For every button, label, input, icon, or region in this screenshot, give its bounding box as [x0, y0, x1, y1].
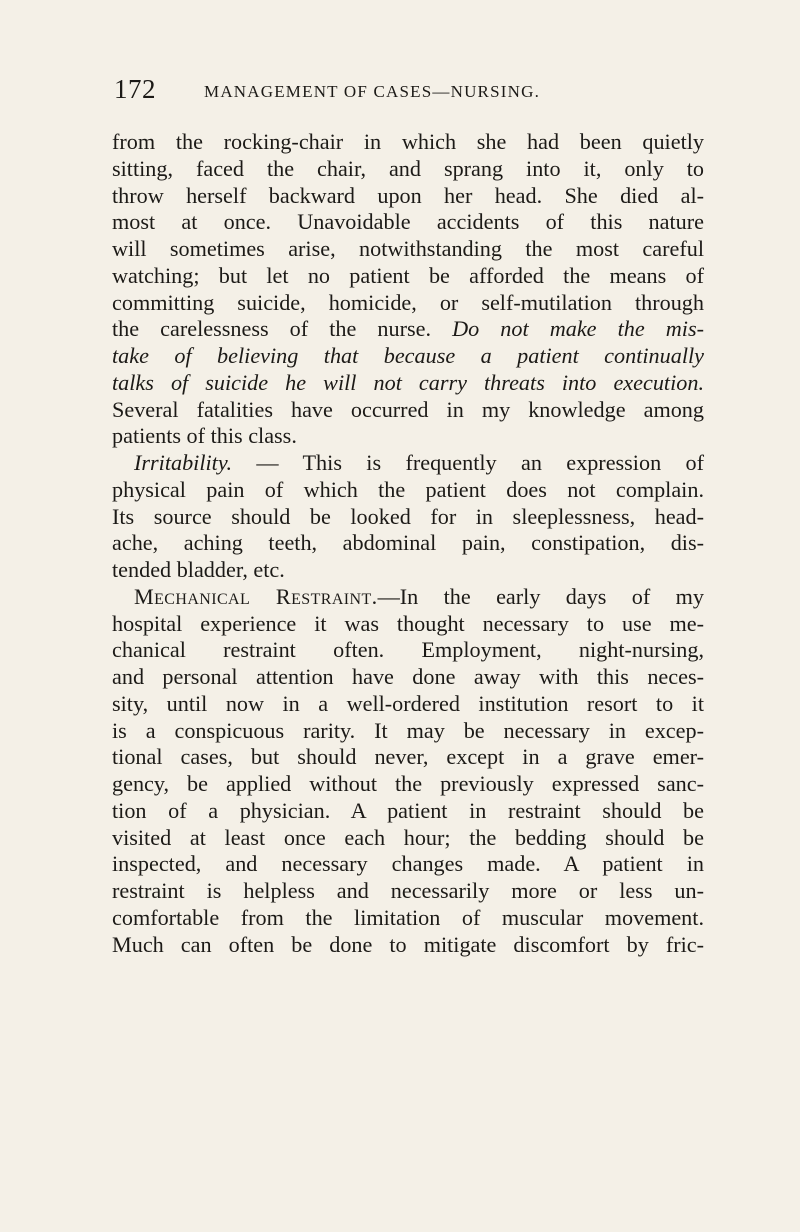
text-line: Much can often be done to mitigate discomfort by fric- [112, 931, 704, 957]
text-line: gency, be applied without the previously expressed sanc- [112, 771, 704, 796]
text-line: patients of this class. [112, 423, 297, 449]
text-line: is a conspicuous rarity. It may be necessary in excep- [112, 717, 704, 743]
text-line: tion of a physician. A patient in restraint should be [112, 797, 704, 823]
text-line: will sometimes arise, notwithstanding the most careful [112, 236, 704, 261]
text-line: comfortable from the limitation of muscular movement. [112, 904, 704, 930]
italic-line: take of believing that because a patient continually [112, 343, 704, 368]
text-line-mixed [112, 316, 704, 343]
italic-line: talks of suicide he will not carry threats into execution. [112, 369, 704, 395]
text-line: sitting, faced the chair, and sprang into it, only to [112, 155, 704, 181]
text-line: most at once. Unavoidable accidents of this nature [112, 209, 704, 235]
text-fragment: — This is frequently an expression of [232, 450, 704, 475]
text-line: ache, aching teeth, abdominal pain, constipation, dis- [112, 530, 704, 556]
running-head-title: MANAGEMENT OF CASES—NURSING. [204, 82, 541, 101]
text-line: hospital experience it was thought necessary to use me- [112, 610, 704, 636]
text-line: inspected, and necessary changes made. A patient in [112, 851, 704, 877]
text-line: throw herself backward upon her head. She died al- [112, 182, 704, 208]
text-line: watching; but let no patient be afforded the means of [112, 262, 704, 288]
text-line: from the rocking-chair in which she had been quietly [112, 129, 704, 154]
text-line: committing suicide, homicide, or self-mutilation through [112, 289, 704, 315]
text-line: and personal attention have done away with this neces- [112, 664, 704, 689]
text-line: Several fatalities have occurred in my knowledge among [112, 396, 704, 422]
body-text [112, 129, 704, 958]
paragraph-heading-line [112, 450, 704, 477]
paragraph-heading-line [112, 584, 704, 611]
text-fragment: the carelessness of the nurse. [112, 316, 432, 342]
heading-irritability: Irritability. [134, 450, 233, 475]
running-head [114, 74, 714, 108]
text-line: sity, until now in a well-ordered institution resort to it [112, 690, 704, 716]
text-line: restraint is helpless and necessarily more or less un- [112, 878, 704, 903]
text-line: visited at least once each hour; the bedding should be [112, 824, 704, 850]
text-line: chanical restraint often. Employment, night-nursing, [112, 637, 704, 663]
italic-fragment: Do not make the mis- [452, 316, 704, 342]
page-number: 172 [114, 74, 156, 104]
text-fragment: —In the early days of my [377, 583, 704, 609]
text-line: tional cases, but should never, except in a grave emer- [112, 744, 704, 770]
heading-mechanical-restraint: Mechanical Restraint. [134, 583, 378, 609]
text-line: Its source should be looked for in sleeplessness, head- [112, 503, 704, 529]
text-line: physical pain of which the patient does not complain. [112, 476, 704, 502]
text-line: tended bladder, etc. [112, 557, 285, 582]
